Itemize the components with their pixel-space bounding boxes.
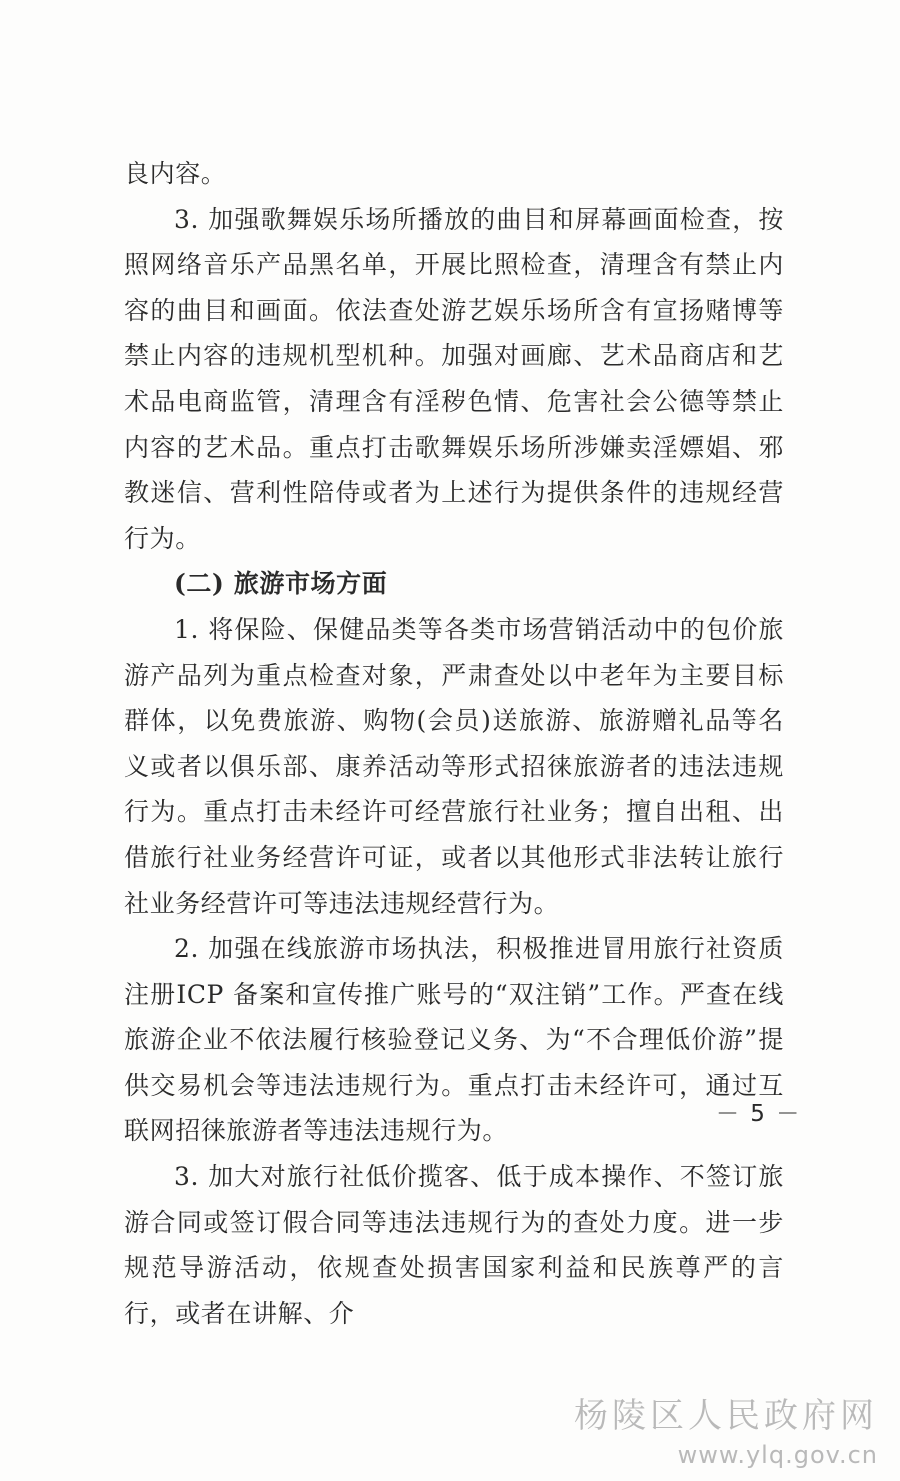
- paragraph-item-2-online-tourism: 2. 加强在线旅游市场执法，积极推进冒用旅行社资质注册ICP 备案和宣传推广账号的“双注销”工作。严查在线旅游企业不依法履行核验登记义务、为“不合理低价游”提供交易机会等违法违规行为。重点打击未经许可，通过互联网招徕旅游者等违法违规行为。: [124, 934, 784, 1146]
- paragraph-continuation: 良内容。: [124, 159, 227, 188]
- section-heading-tourism: (二) 旅游市场方面: [174, 569, 388, 599]
- paragraph-item-3-entertainment: 3. 加强歌舞娱乐场所播放的曲目和屏幕画面检查，按照网络音乐产品黑名单，开展比照检查，清理含有禁止内容的曲目和画面。依法查处游艺娱乐场所含有宣扬赌博等禁止内容的违规机型机种。加强对画廊、艺术品商店和艺术品电商监管，清理含有淫秽色情、危害社会公德等禁止内容的艺术品。重点打击歌舞娱乐场所涉嫌卖淫嫖娼、邪教迷信、营利性陪侍或者为上述行为提供条件的违规经营行为。: [124, 204, 784, 553]
- paragraph-item-1-tourism: 1. 将保险、保健品类等各类市场营销活动中的包价旅游产品列为重点检查对象，严肃查处以中老年为主要目标群体，以免费旅游、购物(会员)送旅游、旅游赠礼品等名义或者以俱乐部、康养活动等形式招徕旅游者的违法违规行为。重点打击未经许可经营旅行社业务；擅自出租、出借旅行社业务经营许可证，或者以其他形式非法转让旅行社业务经营许可等违法违规经营行为。: [124, 614, 784, 918]
- paragraph-item-3-travel-agency: 3. 加大对旅行社低价揽客、低于成本操作、不签订旅游合同或签订假合同等违法违规行为的查处力度。进一步规范导游活动，依规查处损害国家利益和民族尊严的言行，或者在讲解、介: [124, 1162, 784, 1328]
- page-number: － 5 －: [716, 1101, 802, 1127]
- document-body: [124, 151, 784, 1336]
- watermark-title: 杨陵区人民政府网: [574, 1396, 878, 1436]
- watermark-url: www.ylq.gov.cn: [677, 1441, 878, 1469]
- site-watermark: [574, 1388, 878, 1469]
